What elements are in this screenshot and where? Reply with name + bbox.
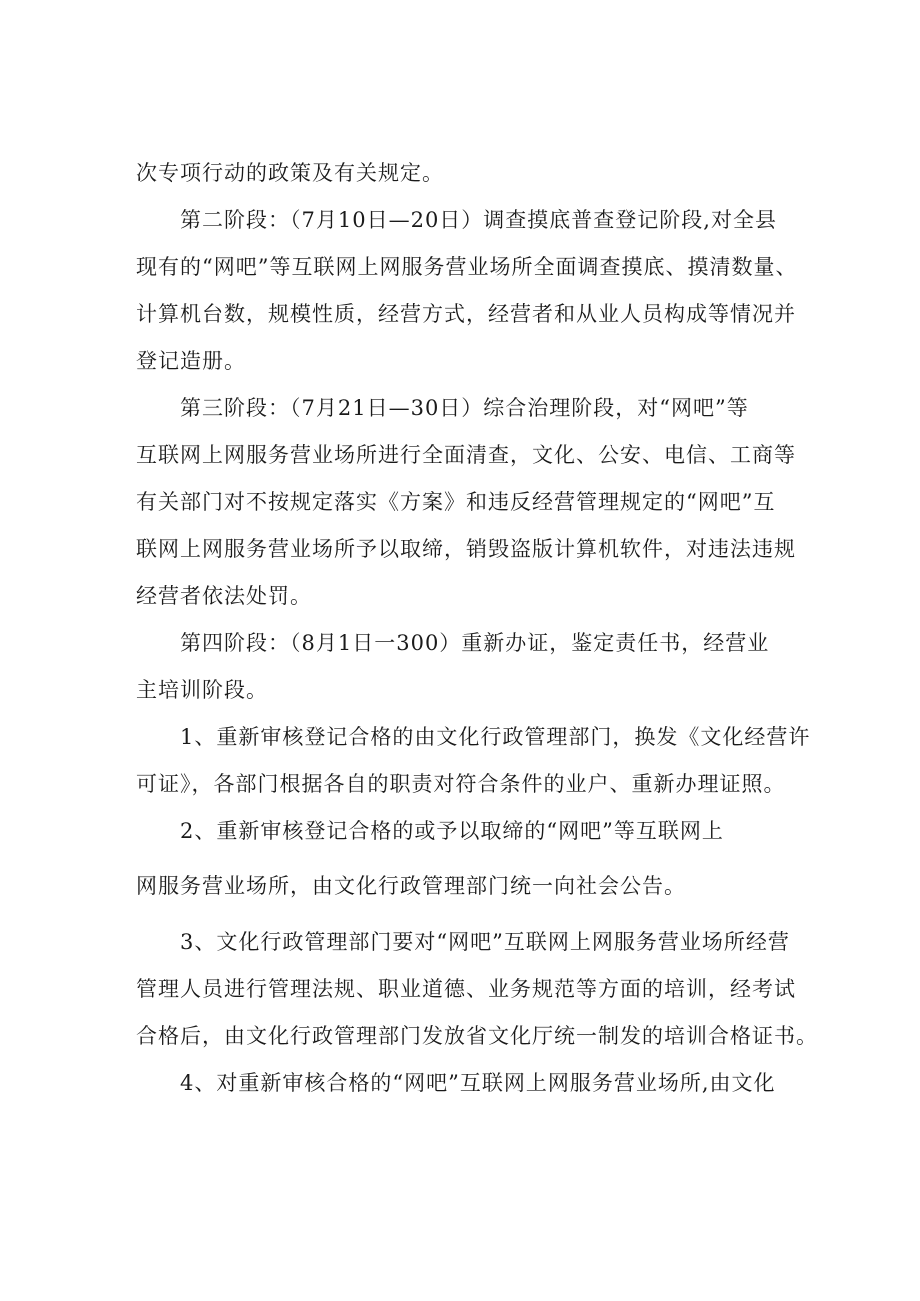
text-line-4: 计算机台数，规模性质，经营方式，经营者和从业人员构成等情况并 xyxy=(136,302,796,326)
text-line-14: 可证》，各部门根据各自的职责对符合条件的业户、重新办理证照。 xyxy=(136,772,786,796)
text-line-20: 4、对重新审核合格的“网吧”互联网上网服务营业场所,由文化 xyxy=(180,1071,776,1095)
text-line-18: 管理人员进行管理法规、职业道德、业务规范等方面的培训，经考试 xyxy=(136,977,796,1001)
text-line-2: 第二阶段：（7月10日—20日）调查摸底普查登记阶段,对全县 xyxy=(180,208,777,232)
text-line-3: 现有的“网吧”等互联网上网服务营业场所全面调查摸底、摸清数量、 xyxy=(136,255,798,279)
text-line-16: 网服务营业场所，由文化行政管理部门统一向社会公告。 xyxy=(136,874,686,898)
text-line-6: 第三阶段：（7月21日—30日）综合治理阶段，对“网吧”等 xyxy=(180,396,749,420)
text-line-12: 主培训阶段。 xyxy=(136,678,268,702)
text-line-10: 经营者依法处罚。 xyxy=(136,584,312,608)
text-line-1: 次专项行动的政策及有关规定。 xyxy=(136,161,444,185)
text-line-7: 互联网上网服务营业场所进行全面清查，文化、公安、电信、工商等 xyxy=(136,443,796,467)
text-line-15: 2、重新审核登记合格的或予以取缔的“网吧”等互联网上 xyxy=(180,819,724,843)
text-line-5: 登记造册。 xyxy=(136,349,246,373)
text-line-9: 联网上网服务营业场所予以取缔，销毁盗版计算机软件，对违法违规 xyxy=(136,537,796,561)
text-line-11: 第四阶段：（8月1日一300）重新办证，鉴定责任书，经营业 xyxy=(180,631,770,655)
text-line-19: 合格后，由文化行政管理部门发放省文化厅统一制发的培训合格证书。 xyxy=(136,1024,818,1048)
text-line-17: 3、文化行政管理部门要对“网吧”互联网上网服务营业场所经营 xyxy=(180,930,790,954)
text-line-13: 1、重新审核登记合格的由文化行政管理部门，换发《文化经营许 xyxy=(180,725,811,749)
text-line-8: 有关部门对不按规定落实《方案》和违反经营管理规定的“网吧”互 xyxy=(136,490,776,514)
